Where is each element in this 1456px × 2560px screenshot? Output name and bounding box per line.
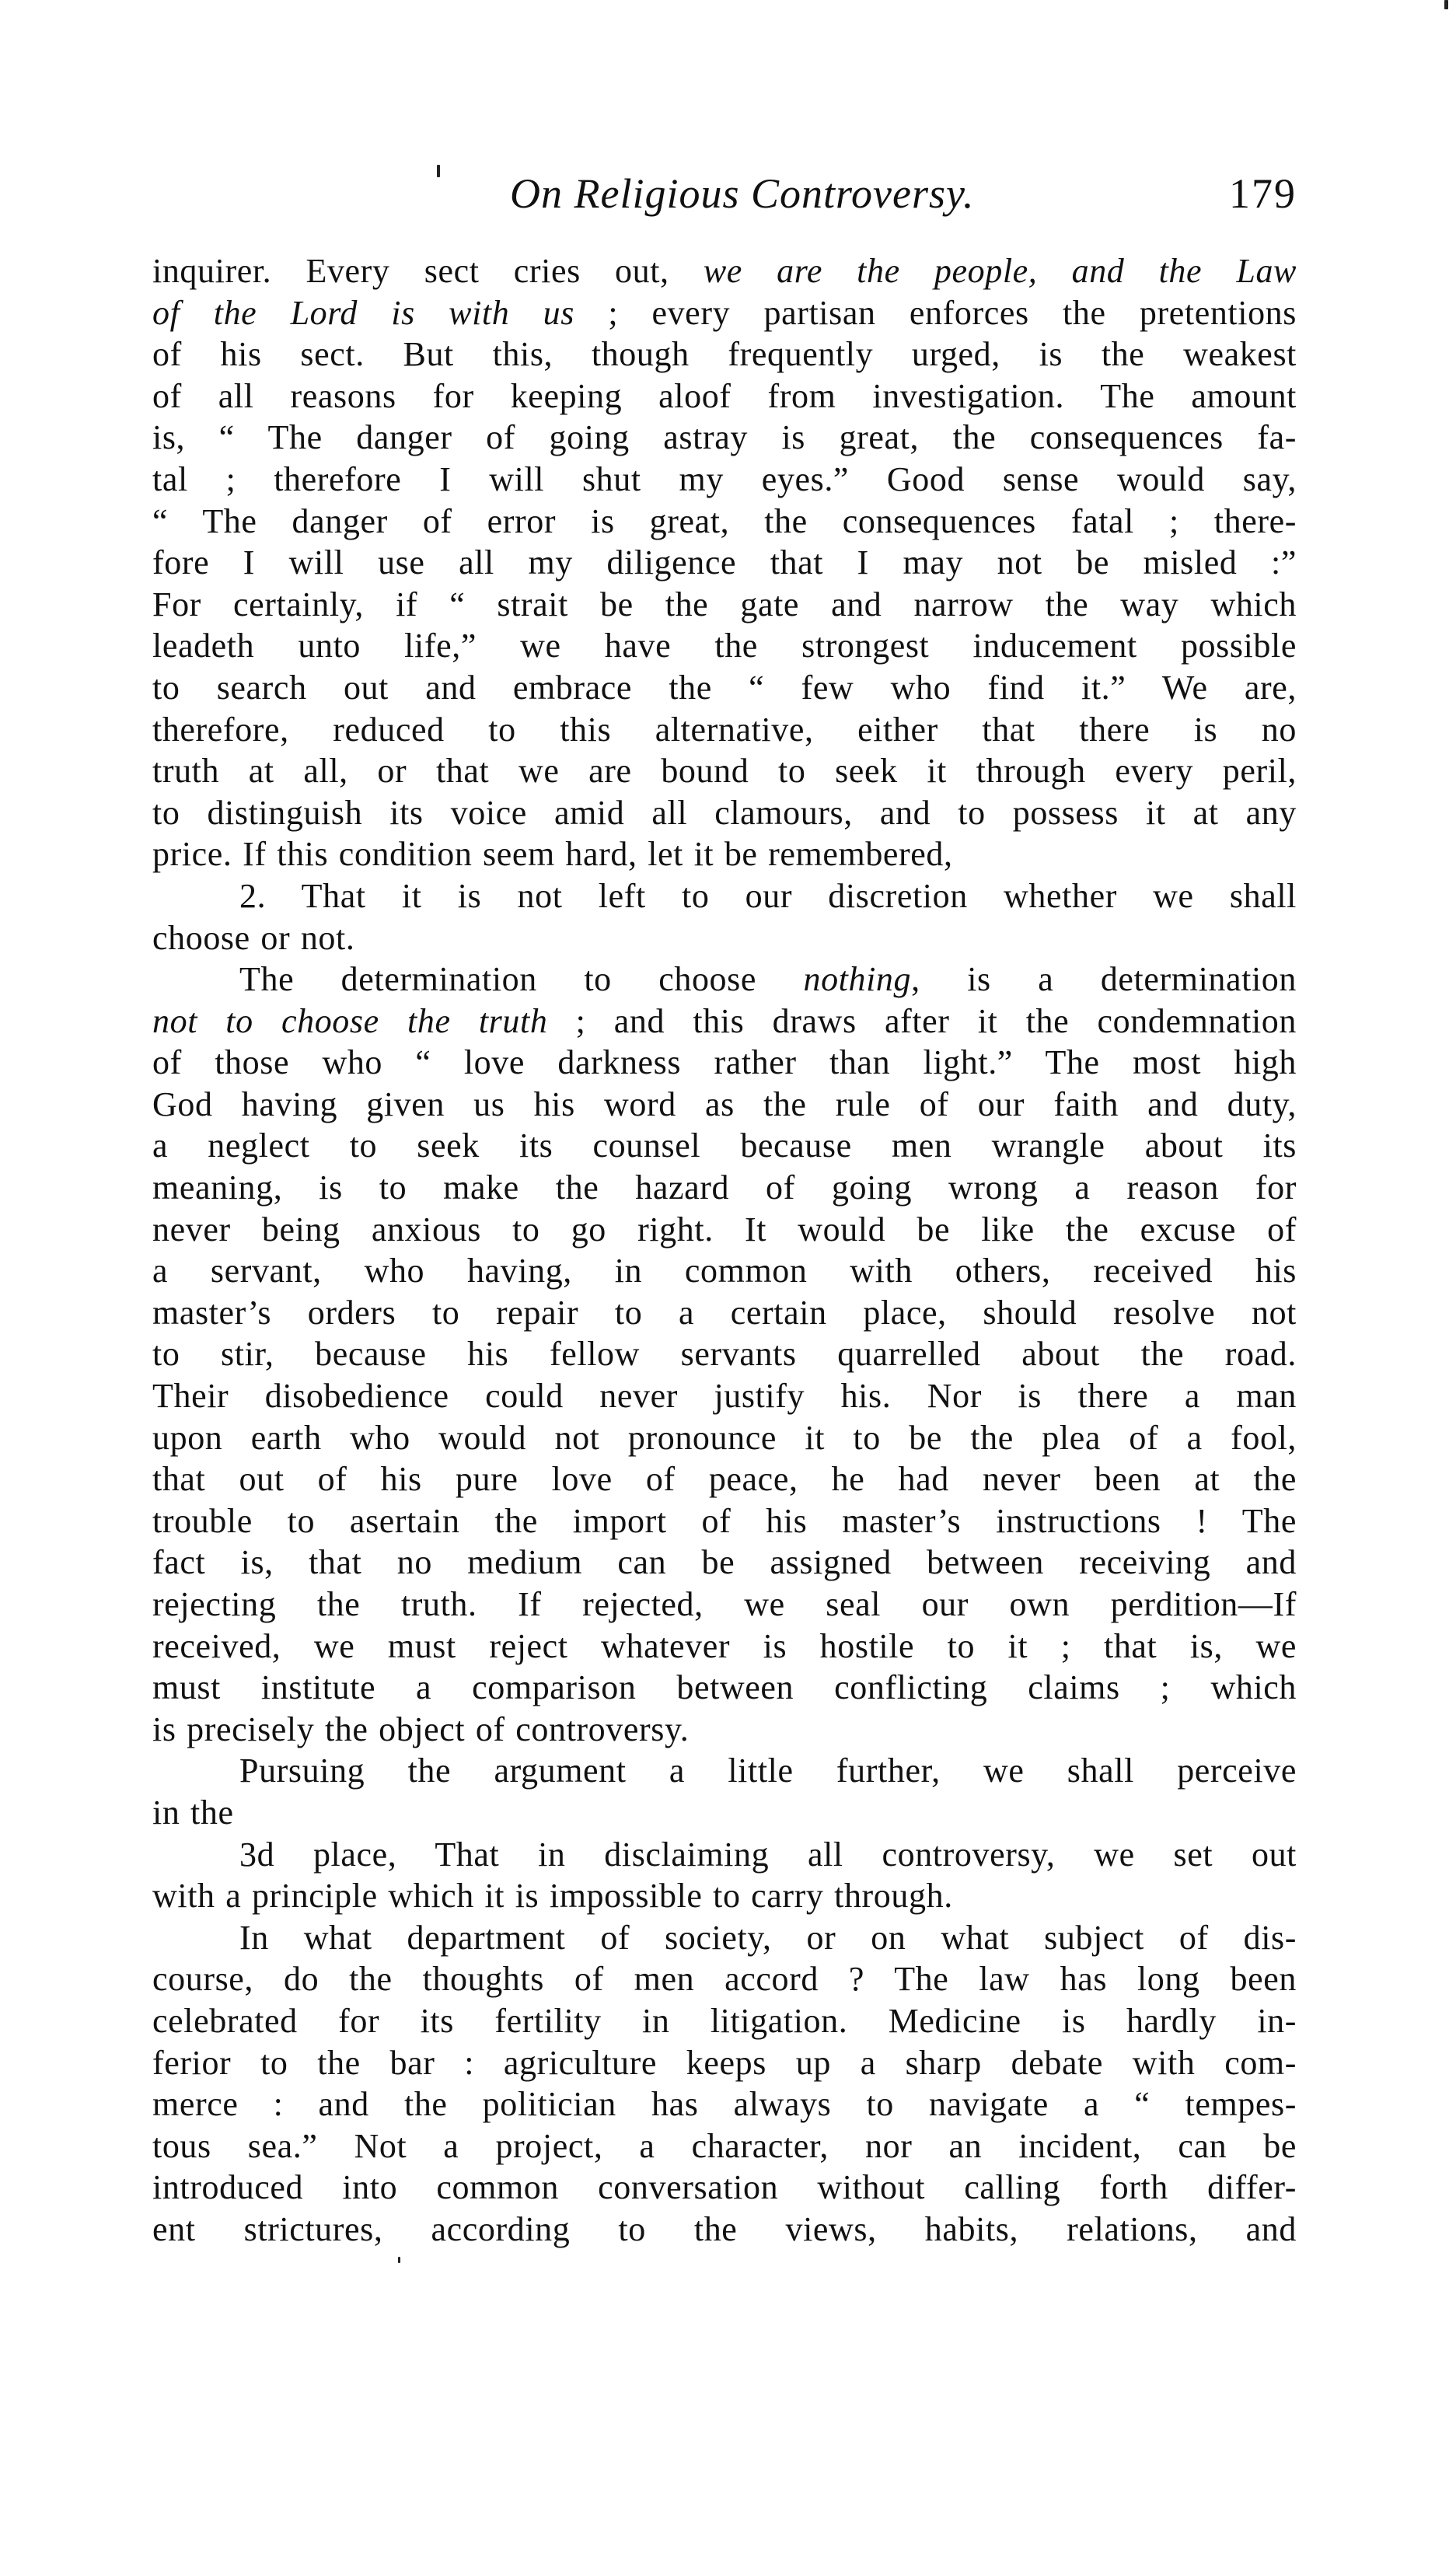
text-line [152,709,1297,751]
text-line [152,792,1297,834]
line-text: In what department of society, or on what subject of dis- [239,1918,1297,1957]
line-text: fact is, that no medium can be assigned between receiving and [152,1543,1297,1582]
line-text: that out of his pure love of peace, he had never been at the [152,1460,1297,1499]
text-line [152,1958,1297,2000]
page-number: 179 [1229,170,1297,217]
text-line [152,1626,1297,1668]
text-line [152,833,1297,875]
line-text-continued: ; and this draws after it the condemnation [547,1001,1297,1040]
line-text: a neglect to seek its counsel because men wrangle about its [152,1126,1297,1165]
text-line [152,1292,1297,1334]
text-line [152,1125,1297,1167]
line-text: Pursuing the argument a little further, we shall perceive [239,1751,1297,1790]
body-text [152,250,1297,2251]
line-text: For certainly, if “ strait be the gate and narrow the way which [152,585,1297,623]
text-line [152,2083,1297,2125]
text-line [152,1417,1297,1459]
line-text: upon earth who would not pronounce it to be the plea of a fool, [152,1418,1297,1457]
line-text: celebrated for its fertility in litigation. Medicine is hardly in- [152,2001,1297,2040]
line-text: inquirer. Every sect cries out, [152,252,704,290]
text-line [152,417,1297,459]
line-text: to stir, because his fellow servants quarrelled about the road. [152,1335,1297,1374]
text-line [152,1500,1297,1542]
line-text: ent strictures, according to the views, habits, relations, and [152,2209,1297,2248]
line-text: trouble to asertain the import of his master’s instructions ! The [152,1501,1297,1540]
line-text: with a principle which it is impossible to carry through. [152,1877,953,1916]
text-line [152,1375,1297,1417]
line-text: price. If this condition seem hard, let it be remembered, [152,835,953,874]
text-line [152,2125,1297,2167]
line-text: is precisely the object of controversy. [152,1710,690,1748]
line-text: tous sea.” Not a project, a character, nor an incident, can be [152,2126,1297,2165]
text-line [152,1542,1297,1584]
line-text: ferior to the bar : agriculture keeps up a sharp debate with com- [152,2043,1297,2082]
line-text: Their disobedience could never justify his. Nor is there a man [152,1377,1297,1416]
page-header [152,169,1297,232]
line-text: in the [152,1793,234,1832]
line-text: received, we must reject whatever is hostile to it ; that is, we [152,1626,1297,1665]
text-line [152,1917,1297,1959]
line-text: of all reasons for keeping aloof from investigation. The amount [152,376,1297,415]
text-line [152,1250,1297,1292]
text-line [152,1042,1297,1084]
text-line [152,959,1297,1001]
text-line [152,250,1297,292]
text-line [152,1584,1297,1626]
text-line [152,1792,1297,1834]
line-text-continued: , is a determination [911,960,1297,999]
line-text: rejecting the truth. If rejected, we seal our own perdition—If [152,1585,1297,1623]
running-title: On Religious Controversy. [510,170,975,217]
print-speck-bottom [398,2257,400,2263]
text-line [152,2042,1297,2084]
text-line [152,459,1297,501]
line-text: never being anxious to go right. It would be like the excuse of [152,1210,1297,1249]
line-text: God having given us his word as the rule of our faith and duty, [152,1084,1297,1123]
line-text: is, “ The danger of going astray is great, the consequences fa- [152,418,1297,457]
text-line [152,1667,1297,1709]
line-text: tal ; therefore I will shut my eyes.” Good sense would say, [152,459,1297,498]
line-text: of those who “ love darkness rather than light.” The most high [152,1043,1297,1082]
line-text: The determination to choose [239,960,804,999]
text-line [152,2167,1297,2209]
line-text: to search out and embrace the “ few who find it.” We are, [152,668,1297,707]
text-line [152,2000,1297,2042]
text-line [152,334,1297,375]
line-text: choose or not. [152,918,355,957]
text-line [152,501,1297,543]
text-line [152,1209,1297,1251]
text-line [152,2209,1297,2251]
text-line [152,584,1297,626]
line-text: to distinguish its voice amid all clamours, and to possess it at any [152,793,1297,832]
text-line [152,1458,1297,1500]
line-text: truth at all, or that we are bound to seek it through every peril, [152,752,1297,791]
text-line [152,1001,1297,1043]
text-line [152,875,1297,917]
text-line [152,667,1297,709]
line-text: meaning, is to make the hazard of going wrong a reason for [152,1168,1297,1207]
line-text: fore I will use all my diligence that I may not be misled :” [152,543,1297,582]
text-line [152,1084,1297,1126]
line-text: master’s orders to repair to a certain place, should resolve not [152,1293,1297,1332]
line-italic-text: not to choose the truth [152,1001,548,1040]
print-speck-corner [1444,0,1448,9]
text-line [152,1167,1297,1209]
line-text: therefore, reduced to this alternative, either that there is no [152,710,1297,749]
line-italic-text: we are the people, and the Law [703,252,1297,290]
text-line [152,375,1297,417]
text-line [152,1750,1297,1792]
line-text-continued: ; every partisan enforces the pretentions [574,293,1297,332]
text-line [152,917,1297,959]
text-line [152,542,1297,584]
line-text: of his sect. But this, though frequently urged, is the weakest [152,335,1297,374]
text-line [152,292,1297,334]
line-italic-text: nothing [803,960,912,999]
text-line [152,1834,1297,1876]
text-line [152,1333,1297,1375]
text-line [152,750,1297,792]
line-text: must institute a comparison between conflicting claims ; which [152,1668,1297,1707]
text-line [152,625,1297,667]
line-text: 2. That it is not left to our discretion whether we shall [239,876,1297,915]
line-text: “ The danger of error is great, the consequences fatal ; there- [152,501,1297,540]
text-line [152,1875,1297,1917]
line-text: introduced into common conversation without calling forth differ- [152,2168,1297,2207]
line-text: course, do the thoughts of men accord ? The law has long been [152,1960,1297,1999]
line-text: leadeth unto life,” we have the strongest inducement possible [152,627,1297,665]
text-line [152,1709,1297,1751]
line-text: a servant, who having, in common with others, received his [152,1252,1297,1290]
line-italic-text: of the Lord is with us [152,293,574,332]
line-text: 3d place, That in disclaiming all controversy, we set out [239,1835,1297,1874]
line-text: merce : and the politician has always to navigate a “ tempes- [152,2085,1297,2124]
